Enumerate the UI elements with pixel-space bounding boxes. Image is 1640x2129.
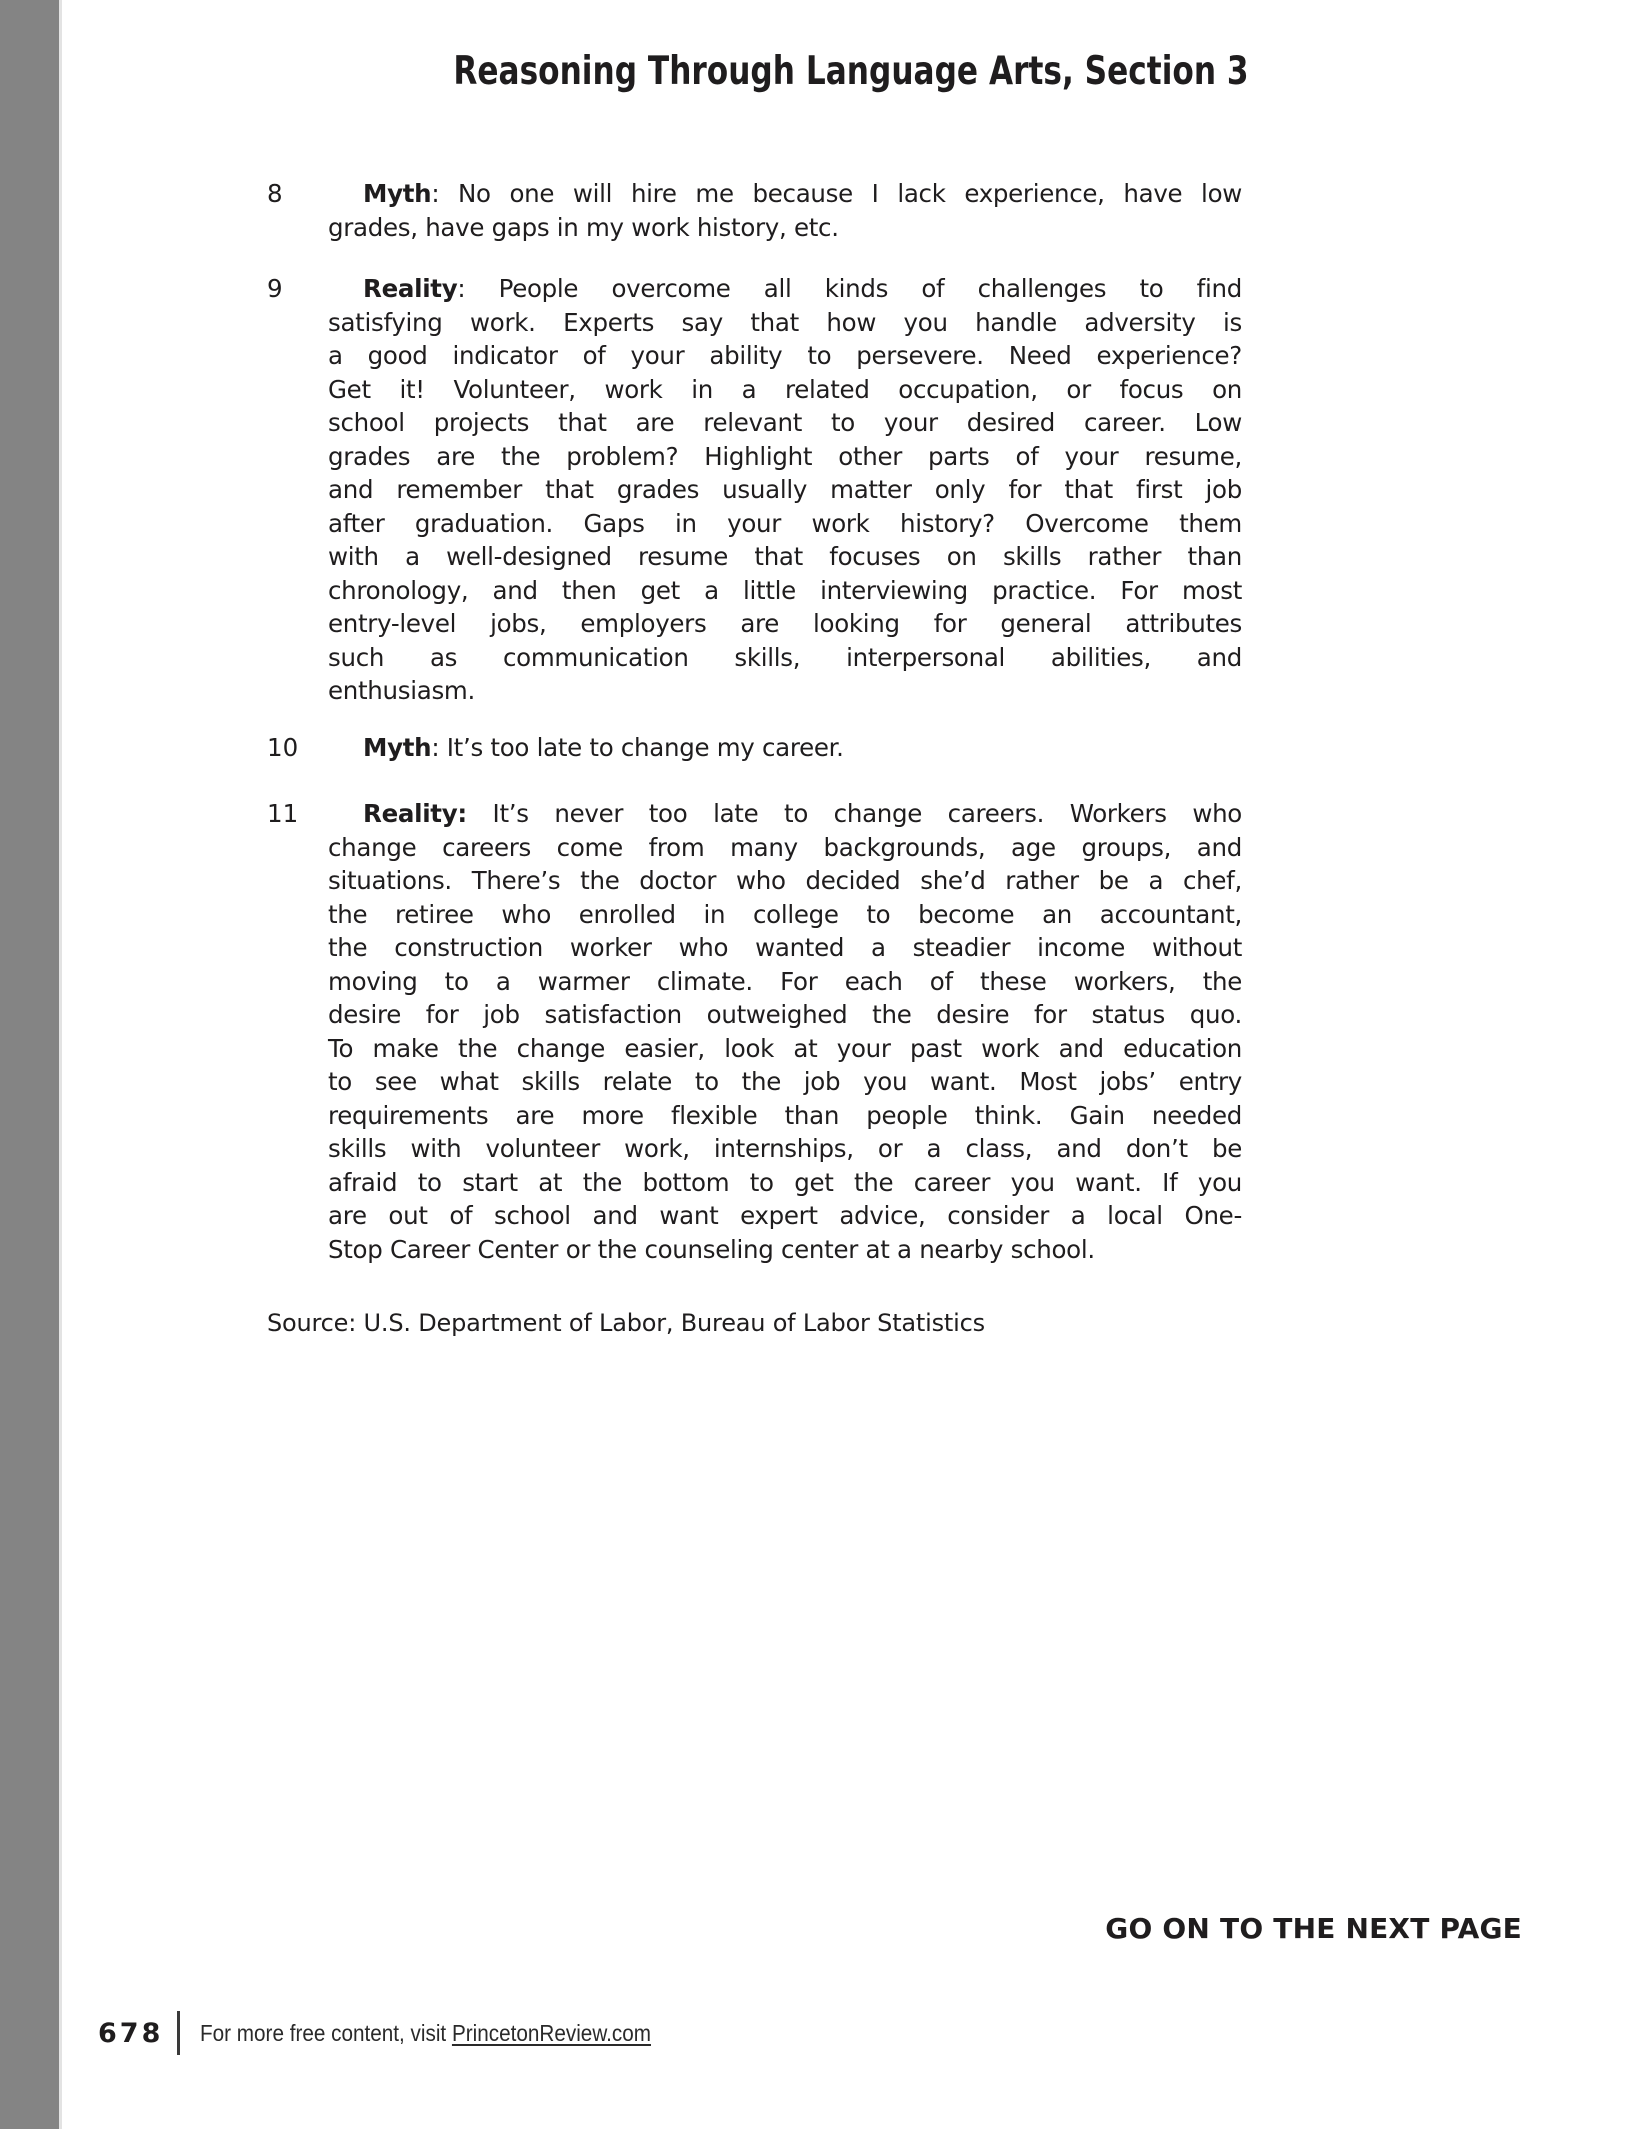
- passage: [267, 177, 1242, 1339]
- section-title: Reasoning Through Language Arts, Section 3: [453, 49, 1249, 94]
- footer-promo-link[interactable]: PrincetonReview.com: [452, 2019, 652, 2046]
- paragraph-number: 11: [267, 799, 299, 828]
- text-line: Reality: It’s never too late to change careers. Workers who: [363, 799, 1242, 828]
- text-line: after graduation. Gaps in your work history? Overcome them: [328, 508, 1242, 538]
- paragraph-number: 9: [267, 274, 283, 303]
- footer-promo-prefix: For more free content, visit: [200, 2019, 453, 2046]
- footer-divider: [177, 2011, 180, 2055]
- text-line: requirements are more flexible than people think. Gain needed: [328, 1100, 1242, 1130]
- text-line: school projects that are relevant to your desired career. Low: [328, 408, 1242, 437]
- paragraph-label: Myth: [363, 179, 432, 208]
- text-line: are out of school and want expert advice, consider a local One-: [328, 1201, 1242, 1230]
- paragraph-label: Myth: [363, 732, 432, 762]
- text-line: Reality: People overcome all kinds of challenges to find: [363, 274, 1242, 303]
- paragraph-text: [328, 177, 1242, 244]
- footer-promo-text: [200, 2020, 651, 2047]
- passage-paragraphs: [267, 177, 1242, 1266]
- text-line: Myth: No one will hire me because I lack experience, have low: [363, 179, 1242, 208]
- text-line: such as communication skills, interpersonal abilities, and: [328, 642, 1242, 672]
- passage-paragraph: [267, 731, 1242, 765]
- text-line: with a well-designed resume that focuses on skills rather than: [328, 542, 1242, 571]
- text-line: situations. There’s the doctor who decided she’d rather be a chef,: [328, 866, 1242, 895]
- text-line: the retiree who enrolled in college to become an accountant,: [328, 899, 1242, 929]
- text-line: entry-level jobs, employers are looking for general attributes: [328, 609, 1242, 638]
- text-line: grades are the problem? Highlight other parts of your resume,: [328, 441, 1242, 471]
- text-line: a good indicator of your ability to persevere. Need experience?: [328, 341, 1242, 370]
- text-line: enthusiasm.: [328, 676, 475, 705]
- source-attribution: Source: U.S. Department of Labor, Bureau of Labor Statistics: [267, 1309, 985, 1337]
- passage-paragraph: [267, 177, 1242, 244]
- text-line: the construction worker who wanted a steadier income without: [328, 933, 1242, 962]
- text-line: change careers come from many backgrounds, age groups, and: [328, 832, 1242, 862]
- page-number: 678: [98, 2017, 164, 2049]
- text-line: satisfying work. Experts say that how you handle adversity is: [328, 307, 1242, 337]
- text-line: chronology, and then get a little interviewing practice. For most: [328, 575, 1242, 605]
- text-line: skills with volunteer work, internships, or a class, and don’t be: [328, 1134, 1242, 1163]
- text-line: Stop Career Center or the counseling center at a nearby school.: [328, 1234, 1095, 1264]
- text-line: to see what skills relate to the job you want. Most jobs’ entry: [328, 1067, 1242, 1096]
- text-line: afraid to start at the bottom to get the career you want. If you: [328, 1167, 1242, 1197]
- page-footer: [98, 2010, 701, 2056]
- paragraph-label: Reality:: [363, 799, 467, 828]
- page-edge-gray-bar: [0, 0, 62, 2129]
- text-line: and remember that grades usually matter only for that first job: [328, 475, 1242, 504]
- passage-paragraph: [267, 272, 1242, 708]
- paragraph-text: [328, 272, 1242, 708]
- go-on-next-page-label: GO ON TO THE NEXT PAGE: [1105, 1912, 1522, 1945]
- text-line: To make the change easier, look at your past work and education: [328, 1033, 1242, 1063]
- paragraph-text: [328, 797, 1242, 1266]
- paragraph-number: 10: [267, 732, 299, 762]
- text-line: grades, have gaps in my work history, etc.: [328, 212, 839, 242]
- paragraph-number: 8: [267, 179, 283, 208]
- text-line: moving to a warmer climate. For each of these workers, the: [328, 966, 1242, 996]
- passage-paragraph: [267, 797, 1242, 1266]
- text-line: Get it! Volunteer, work in a related occupation, or focus on: [328, 374, 1242, 404]
- paragraph-label: Reality: [363, 274, 458, 303]
- text-line: desire for job satisfaction outweighed the desire for status quo.: [328, 1000, 1242, 1029]
- paragraph-text: [328, 731, 1242, 765]
- text-line: Myth: It’s too late to change my career.: [363, 732, 844, 762]
